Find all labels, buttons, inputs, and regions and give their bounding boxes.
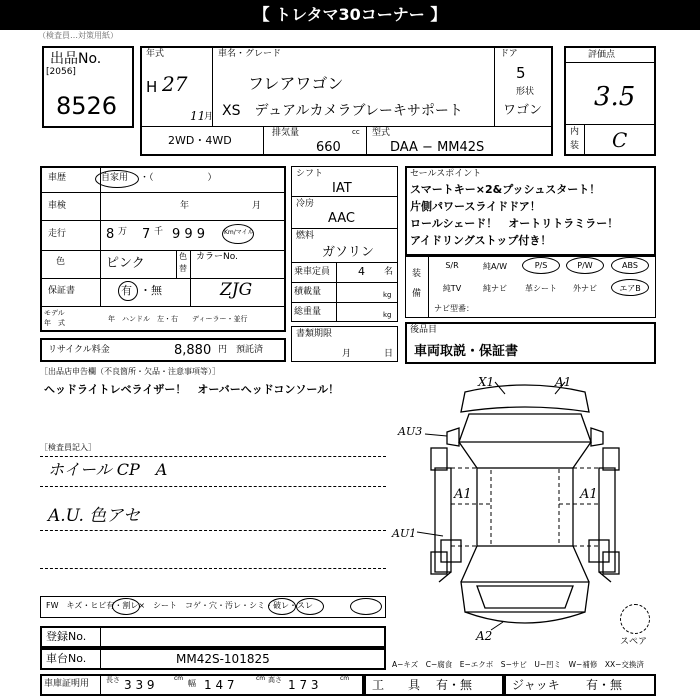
year-month-unit: 月 — [204, 112, 214, 122]
post-item-label: 後品目 — [410, 325, 438, 335]
mileage-sen: 7 — [142, 227, 151, 242]
equip-external-navi: 外ナビ — [573, 284, 597, 293]
damage-label-top-left: X1 — [478, 375, 495, 389]
weight-label: 総重量 — [294, 307, 322, 317]
score-value: 3.5 — [594, 82, 636, 112]
spare-tire-icon — [620, 604, 650, 634]
equip-leather-seat: 革シート — [525, 284, 557, 293]
equip-sr: S/R — [445, 261, 459, 270]
damage-label-door-right: A1 — [580, 487, 598, 502]
ac-value: AAC — [328, 211, 355, 226]
shift-label: シフト — [296, 169, 324, 179]
warranty-label: 保証書 — [48, 286, 76, 296]
color-swap-label-1: 色 — [179, 252, 187, 261]
document-expiry-day: 日 — [384, 349, 394, 359]
inspection-year: 年 — [180, 201, 190, 211]
model-year-label-1: モデル — [44, 309, 65, 317]
history-rest: ・（ ） — [140, 173, 217, 183]
year-era: H — [146, 78, 158, 96]
model-grade: XS デュアルカメラブレーキサポート — [222, 103, 463, 119]
type-label: 型式 — [372, 128, 391, 138]
equipment-label-1: 装 — [412, 269, 422, 279]
damage-label-rear-left: AU1 — [392, 527, 417, 540]
equip-pure-tv: 純TV — [442, 284, 462, 293]
damage-label-door-left: A1 — [454, 487, 472, 502]
sales-point-line-4: アイドリングストップ付き！ — [410, 234, 552, 247]
model-year-text: 年 ハンドル 左・右 ディーラー・並行 — [108, 315, 248, 323]
document-expiry-month: 月 — [342, 349, 352, 359]
mileage-man-unit: 万 — [118, 227, 128, 237]
displacement-value: 660 — [316, 140, 341, 155]
capacity-unit: 名 — [384, 267, 394, 277]
mileage-man: 8 — [106, 227, 115, 242]
score-label: 評価点 — [588, 50, 616, 60]
inspector-label: ［検査員記入］ — [40, 443, 96, 452]
sales-point-line-2: 片側パワースライドドア！ — [410, 200, 541, 213]
registration-label: 登録No. — [46, 630, 87, 643]
year-month: 11 — [190, 109, 206, 123]
equip-pure-navi: 純ナビ — [483, 284, 507, 293]
cert-length-label: 長さ — [106, 676, 120, 684]
year-label: 年式 — [146, 49, 165, 59]
warranty-circled: 有 — [121, 284, 132, 297]
inspection-label: 車検 — [48, 201, 67, 211]
recycle-unit: 円 預託済 — [218, 345, 264, 355]
interior-label-2: 装 — [570, 141, 580, 151]
inspector-line-2: A.U. 色アセ — [48, 506, 141, 526]
post-item-value: 車両取説・保証書 — [414, 344, 519, 359]
jack-value: 有・無 — [586, 678, 623, 692]
cert-width-label: 幅 — [188, 679, 196, 688]
equip-ps: P/S — [534, 261, 548, 270]
mileage-digits: 9 9 9 — [172, 227, 206, 242]
warranty-rest: ・無 — [140, 284, 162, 297]
doors-value: 5 — [516, 64, 526, 82]
fw-circle-4 — [350, 598, 382, 615]
cert-width: 1 4 7 — [204, 678, 235, 692]
fw-row-text: FW キズ・ヒビ有・割レ× シート コゲ・穴・汚レ・シミ・破レ・スレ — [46, 601, 314, 610]
interior-value: C — [612, 128, 628, 152]
ac-label: 冷房 — [296, 199, 315, 209]
equip-navi-model: ナビ型番： — [434, 304, 474, 313]
recycle-label: リサイクル料金 — [48, 345, 110, 355]
banner-title: 【 トレタマ30コーナー 】 — [253, 5, 447, 24]
color-label: 色 — [56, 257, 66, 267]
cert-length-unit: cm — [174, 675, 184, 682]
shape-value: ワゴン — [503, 103, 543, 118]
lot-stamp: [2056] — [46, 67, 76, 77]
document-expiry-label: 書類期限 — [296, 329, 333, 339]
color-code-label: カラーNo. — [196, 252, 238, 262]
registration-box — [40, 626, 386, 648]
exhibitor-notes-text: ヘッドライトレベライザー！ オーバーヘッドコンソール！ — [44, 383, 340, 396]
mileage-sen-unit: 千 — [154, 227, 164, 237]
mileage-unit: Km/マイル — [224, 229, 254, 236]
capacity-label: 乗車定員 — [294, 267, 331, 277]
sales-point-line-1: スマートキー×2&プッシュスタート！ — [410, 183, 601, 196]
cert-label: 車庫証明用 — [44, 679, 90, 689]
jack-label: ジャッキ — [512, 678, 560, 692]
year-value: 27 — [162, 72, 188, 96]
load-unit: kg — [383, 291, 392, 299]
history-label: 車歴 — [48, 173, 67, 183]
model-name: フレアワゴン — [248, 74, 344, 93]
doors-label: ドア — [500, 49, 518, 59]
damage-label-top-right: A1 — [555, 375, 572, 389]
damage-label-front-left: AU3 — [398, 425, 423, 438]
exhibitor-notes-label: ［出品店申告欄（不良箇所・欠品・注意事項等）］ — [40, 367, 220, 376]
recycle-value: 8,880 — [174, 343, 212, 358]
top-faded-text: （検査員…対策用紙） — [38, 31, 118, 40]
drive-options: 2WD・4WD — [168, 134, 232, 147]
lot-number: 8526 — [56, 92, 118, 120]
cert-height-label: 高さ — [268, 676, 282, 684]
inspection-month: 月 — [252, 201, 262, 211]
cert-width-unit: cm — [256, 675, 266, 682]
displacement-unit: cc — [352, 128, 360, 136]
load-label: 積載量 — [294, 287, 322, 297]
model-label: 車名・グレード — [218, 49, 282, 59]
equip-abs: ABS — [622, 261, 638, 270]
color-swap-label-2: 替 — [179, 264, 187, 273]
mileage-label: 走行 — [48, 229, 67, 239]
interior-label-1: 内 — [570, 127, 580, 137]
weight-unit: kg — [383, 311, 392, 319]
chassis-label: 車台No. — [46, 652, 87, 665]
damage-legend: A−キズ C−腐食 E−エクボ S−サビ U−凹ミ W−補修 XX−交換済 — [392, 660, 644, 669]
fw-circle-1 — [112, 598, 140, 615]
equip-pure-aw: 純A/W — [482, 262, 508, 271]
color-code: ZJG — [220, 280, 253, 300]
tools-label: 工 具 — [372, 678, 421, 692]
fuel-label: 燃料 — [296, 231, 315, 241]
equipment-label-2: 備 — [412, 289, 422, 299]
type-value: DAA − MM42S — [390, 140, 485, 155]
fuel-value: ガソリン — [322, 245, 375, 260]
shape-label: 形状 — [516, 87, 535, 97]
damage-diagram — [395, 372, 657, 648]
fw-circle-3 — [296, 598, 324, 615]
damage-label-bottom: A2 — [476, 629, 493, 643]
sales-point-line-3: ロールシェード！ オートリトラミラー！ — [410, 217, 619, 230]
inspector-line-1: ホイール CP A — [48, 460, 168, 479]
tools-value: 有・無 — [436, 678, 473, 692]
lot-label: 出品No. — [50, 51, 102, 67]
equip-pw: P/W — [577, 261, 593, 270]
fw-circle-2 — [268, 598, 296, 615]
cert-height: 1 7 3 — [288, 678, 319, 692]
capacity-value: 4 — [358, 265, 365, 278]
displacement-label: 排気量 — [272, 128, 300, 138]
cert-length: 3 3 9 — [124, 678, 155, 692]
cert-height-unit: cm — [340, 675, 350, 682]
spare-label: スペア — [620, 637, 648, 647]
sales-point-label: セールスポイント — [410, 169, 482, 179]
color-value: ピンク — [106, 256, 145, 271]
model-year-label-2: 年 式 — [44, 319, 65, 327]
shift-value: IAT — [332, 181, 352, 196]
chassis-value: MM42S-101825 — [176, 652, 270, 666]
history-circled: 自家用 — [101, 173, 129, 183]
details-box — [40, 166, 286, 332]
equip-airbag: エアB — [619, 284, 641, 293]
